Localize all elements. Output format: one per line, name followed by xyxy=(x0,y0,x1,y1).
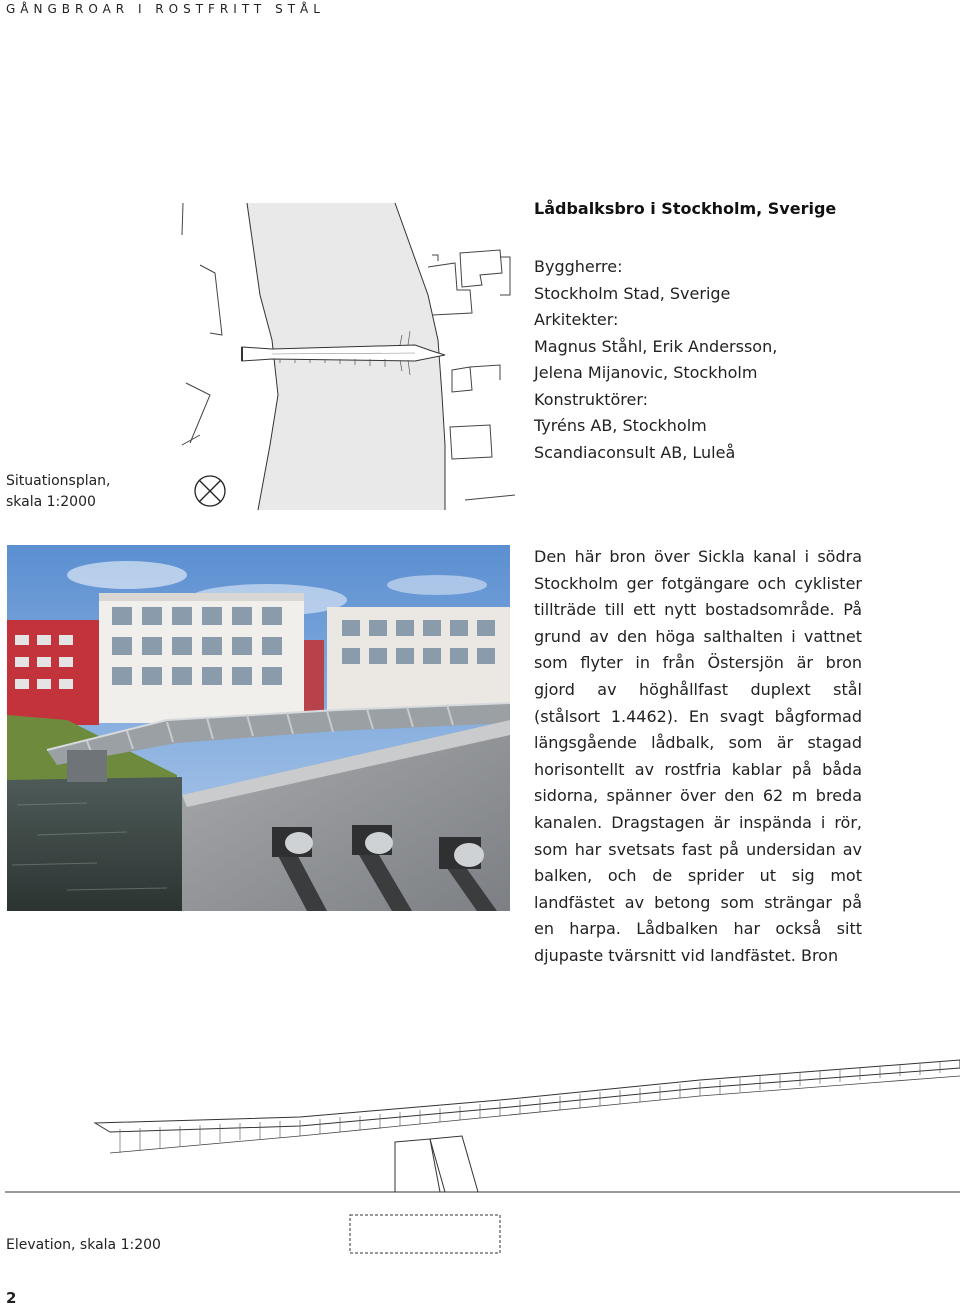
site-plan-caption-text: Situationsplan, skala 1:2000 xyxy=(6,473,111,510)
credit-line: Magnus Ståhl, Erik Andersson, xyxy=(534,336,778,356)
project-title: Lådbalksbro i Stockholm, Sverige xyxy=(534,199,837,218)
credit-line: Byggherre: xyxy=(534,257,623,276)
credit-line: Tyréns AB, Stockholm xyxy=(534,416,707,435)
elevation-drawing xyxy=(0,1040,960,1260)
page-number: 2 xyxy=(6,1289,17,1307)
site-plan-drawing xyxy=(170,195,515,515)
running-header: GÅNGBROAR I ROSTFRITT STÅL xyxy=(6,2,325,16)
elevation-caption: Elevation, skala 1:200 xyxy=(6,1237,161,1253)
credit-line: Konstruktörer: xyxy=(534,389,649,409)
credit-line: Arkitekter: xyxy=(534,310,619,329)
credit-line: Jelena Mijanovic, Stockholm xyxy=(534,363,758,382)
credits-list xyxy=(534,254,777,466)
bridge-photo xyxy=(7,545,510,911)
north-arrow-icon xyxy=(195,476,225,506)
credit-line: Scandiaconsult AB, Luleå xyxy=(534,442,736,462)
credit-line: Stockholm Stad, Sverige xyxy=(534,283,731,303)
site-plan-caption xyxy=(6,471,111,513)
body-paragraph: Den här bron över Sickla kanal i södra Stockholm ger fotgängare och cyklister tillträde till ett nytt bostadsområde. På grund av den höga salthalten i vattnet som flyter in från Östersjön är bron gjord av höghållfast duplext stål (stålsort 1.4462). En svagt bågformad längsgående lådbalk, som är stagad horisontellt av rostfria kablar på båda sidorna, spänner över den 62 m breda kanalen. Dragstagen är inspända i rör, som har svetsats fast på undersidan av balken, och de sprider ut sig mot landfästet av betong som strängar på en harpa. Lådbalken har också sitt djupaste tvärsnitt vid landfästet. Bron xyxy=(534,547,862,965)
